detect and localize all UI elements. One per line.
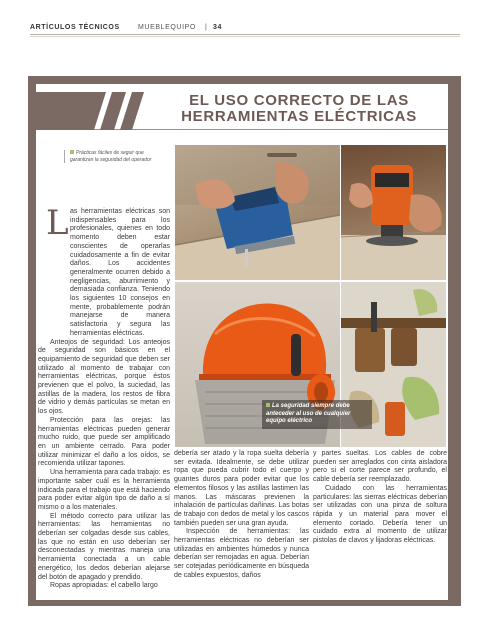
article-title: EL USO CORRECTO DE LAS HERRAMIENTAS ELÉCTRICAS [181, 92, 417, 125]
article-column-1 [38, 203, 170, 591]
green-square-icon [266, 403, 270, 407]
page-header [30, 24, 460, 38]
drop-cap: L [46, 203, 69, 243]
green-square-icon [70, 150, 74, 154]
stripe-shape [36, 92, 106, 130]
paragraph: Protección para las orejas: las herramientas eléctricas pueden generar mucho ruido, que puede ser amplificado en un ambiente cerrado. Para poder utilizar minimizar el daño a los oídos, se recomienda utilizar tapones. [38, 416, 170, 468]
pullquote-text: Prácticas fáciles de seguir que garantizan la seguridad del operador [70, 150, 152, 163]
paragraph: y partes sueltas. Los cables de cobre pueden ser arreglados con cinta aisladora pero si el corte parece ser profundo, el cable debería ser reemplazado. [313, 450, 447, 484]
router-photo [341, 145, 446, 280]
paragraph: Ropas apropiadas: el cabello largo [50, 582, 158, 590]
publication-name: MUEBLEQUIPO [138, 24, 196, 31]
paragraph: Anteojos de seguridad: Los anteojos de seguridad son básicos en el equipamiento de seguridad que deben ser utilizado al momento de trabajar con herramientas eléctricas, porque éstos previenen que el polvo, la suciedad, las astillas de la madera, los restos de fibra de vidrio y demás partículas se metan en los ojos. [38, 338, 170, 416]
pullquote [64, 150, 164, 163]
caption-text: La seguridad siempre debe anteceder al uso de cualquier equipo eléctrico [266, 403, 351, 424]
jigsaw-illustration [175, 145, 340, 280]
article-column-2 [174, 450, 309, 581]
header-separator: | [205, 24, 208, 31]
section-label: ARTÍCULOS TÉCNICOS [30, 24, 120, 31]
paragraph: El método correcto para utilizar las herramientas: las herramientas no deberían ser colgadas desde sus cables, las que no están en uso deberían ser desconectadas y mientras maneja una herramienta conectada a un cable energético, los dedos deberían alejarse del botón de apagado y prendido. [38, 512, 170, 581]
page-number: 34 [213, 24, 222, 31]
paragraph: as herramientas eléctricas son indispensables para los profesionales, quienes en todo momento deben estar conscientes de operarlas cuidadosamente a fin de evitar daños. Los accidentes generalmente ocurren debido a negligencias, aburrimiento y demasiada confianza. Teniendo los siguientes 10 consejos en mente, probablemente podrán manejarse de manera satisfactoria y segura las herramientas eléctricas. [70, 208, 170, 337]
frame-bottom-edge [28, 602, 461, 606]
photo-caption [262, 400, 372, 429]
header-rule-secondary [30, 36, 460, 37]
header-rule [30, 34, 460, 35]
paragraph: debería ser atado y la ropa suelta debería ser evitada. Idealmente, se debe utilizar ropa que pueda cubrir todo el cuerpo y guantes duros para poder evitar que los elementos filosos y las astillas lastimen las manos. Las máscaras previenen la inhalación de partículas dañinas. Las botas de trabajo con dedos de metal y los cascos también pueden ser una gran ayuda. [174, 450, 309, 527]
paragraph: Inspección de herramientas: las herramientas eléctricas no deberían ser utilizadas en ambientes húmedos y nunca deberían ser remojadas en agua. Deberían ser cotejadas periódicamente en búsqueda de cables expuestos, daños [174, 528, 309, 579]
router-illustration [341, 145, 446, 280]
article-column-3 [313, 450, 447, 546]
paragraph: Una herramienta para cada trabajo: es importante saber cuál es la herramienta indicada para el trabajo que está haciendo para poder evitar algún tipo de daño a sí mismo o a los materiales. [38, 469, 170, 511]
paragraph: Cuidado con las herramientas particulares: las sierras eléctricas deberían ser utilizadas con una pinza de soltura rápida y un material para mover el elemento cortado. Debería tener un cuidado extra al momento de utilizar pistolas de clavos y lijadoras eléctricas. [313, 484, 447, 545]
jigsaw-photo [175, 145, 340, 280]
